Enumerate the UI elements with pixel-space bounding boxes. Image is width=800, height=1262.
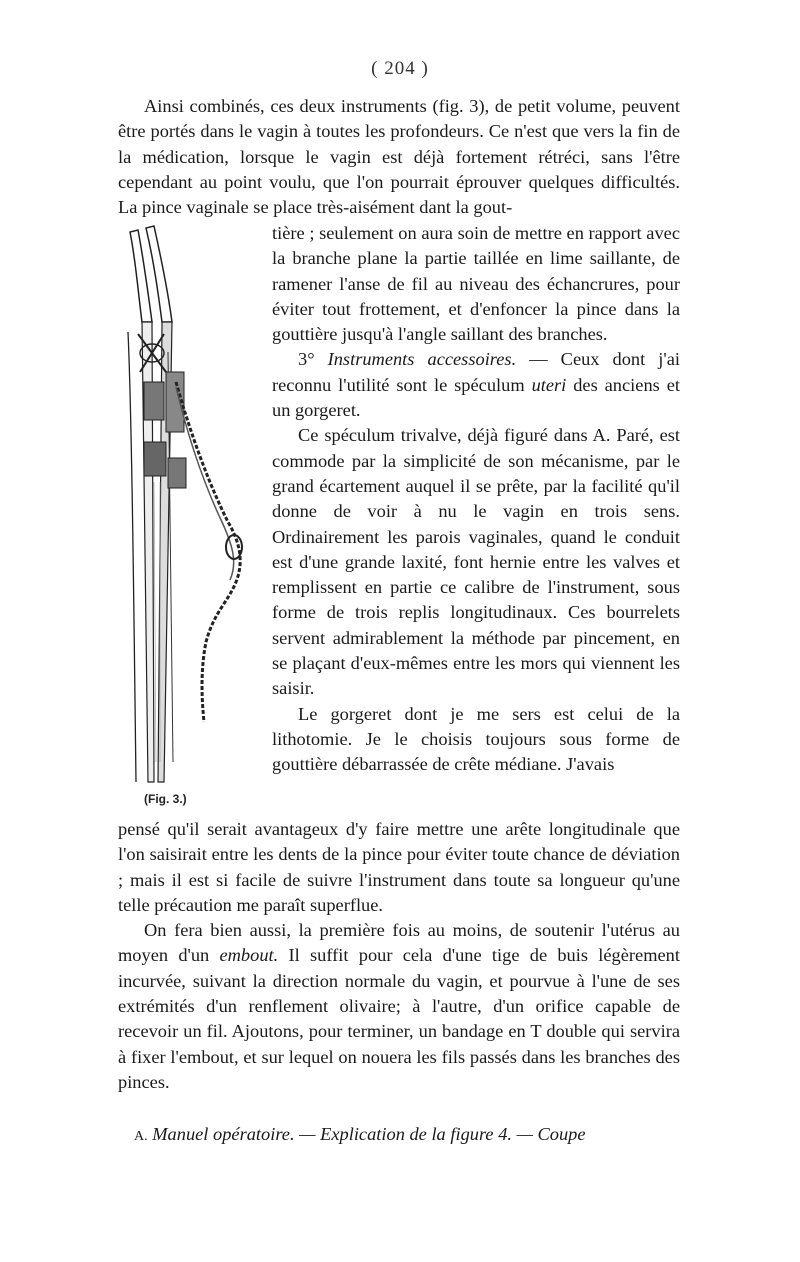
section-ref: A.: [134, 1129, 148, 1144]
paragraph-1: [118, 94, 680, 220]
paragraph-3-text-b: des anciens et un gorgeret.: [272, 374, 680, 421]
continuation-block: [118, 817, 680, 1095]
section-heading: Manuel opératoire. — Explication de la figure 4. — Coupe: [152, 1124, 586, 1144]
figure-3-illustration: [118, 222, 268, 822]
paragraph-5-wrapped: Le gorgeret dont je me sers est celui de la lithotomie. Je le choisis toujours sous forme de gouttière débarrassée de crête médiane. J'avais: [272, 703, 680, 775]
term-uteri: uteri: [531, 374, 567, 395]
paragraph-3-text-a: — Ceux dont j'ai reconnu l'utilité sont le spéculum: [272, 349, 680, 395]
section-number: 3°: [298, 349, 315, 370]
term-embout: embout.: [219, 945, 279, 966]
paragraph-6: [118, 918, 680, 1095]
paragraph-6-text-a: On fera bien aussi, la première fois au moins, de soutenir l'utérus au moyen d'un: [118, 920, 680, 966]
figure-caption: (Fig. 3.): [144, 792, 187, 806]
paragraph-2: tière ; seulement on aura soin de mettre en rapport avec la branche plane la partie taillée en lime saillante, de ramener l'anse de fil au niveau des échancrures, pour éviter tout frottement, et d'enfoncer la pince dans la gouttière jusqu'à l'angle saillant des branches.: [272, 223, 680, 345]
paragraph-5-continued: pensé qu'il serait avantageux d'y faire mettre une arête longitudinale que l'on saisirait entre les dents de la pince pour éviter toute chance de déviation ; mais il est si facile de suivre l'instrument dans toute sa longueur qu'une telle précaution me paraît superflue.: [118, 819, 680, 915]
paragraph-4: Ce spéculum trivalve, déjà figuré dans A. Paré, est commode par la simplicité de son mécanisme, par le grand écartement auquel il se prête, par la facilité qu'il donne de voir à nu le vagin en trois sens. Ordinairement les parois vaginales, quand le conduit est d'une grande laxité, font hernie entre les valves et remplissent en partie ce calibre de l'instrument, sous forme de trois replis longitudinaux. Ces bourrelets servent admirablement la méthode par pincement, en se plaçant d'eux-mêmes entre les mors qui viennent les saisir.: [272, 425, 680, 699]
section-title: Instruments accessoires.: [327, 349, 517, 370]
paragraph-3: [272, 347, 680, 423]
wrapped-column: [272, 221, 680, 778]
page-number: ( 204 ): [371, 58, 429, 79]
paragraph-1-text: Ainsi combinés, ces deux instruments (fig. 3), de petit volume, peuvent être portés dans le vagin à toutes les profondeurs. Ce n'est que vers la fin de la médication, lorsque le vagin est déjà fortement rétréci, sans l'être cependant au point voulu, que l'on pourrait éprouver quelques difficultés. La pince vaginale se place très-aisément dant la gout-: [118, 96, 680, 218]
forceps-drawing: [118, 222, 268, 792]
paragraph-6-text-b: Il suffit pour cela d'une tige de buis légèrement incurvée, suivant la direction normale du vagin, et pourvue à l'une de ses extrémités d'un renflement olivaire; à l'autre, d'un orifice capable de recevoir un fil. Ajoutons, pour terminer, un bandage en T double qui servira à fixer l'embout, et sur lequel on nouera les fils passés dans les branches des pinces.: [118, 945, 680, 1092]
section-footer: [134, 1122, 680, 1149]
